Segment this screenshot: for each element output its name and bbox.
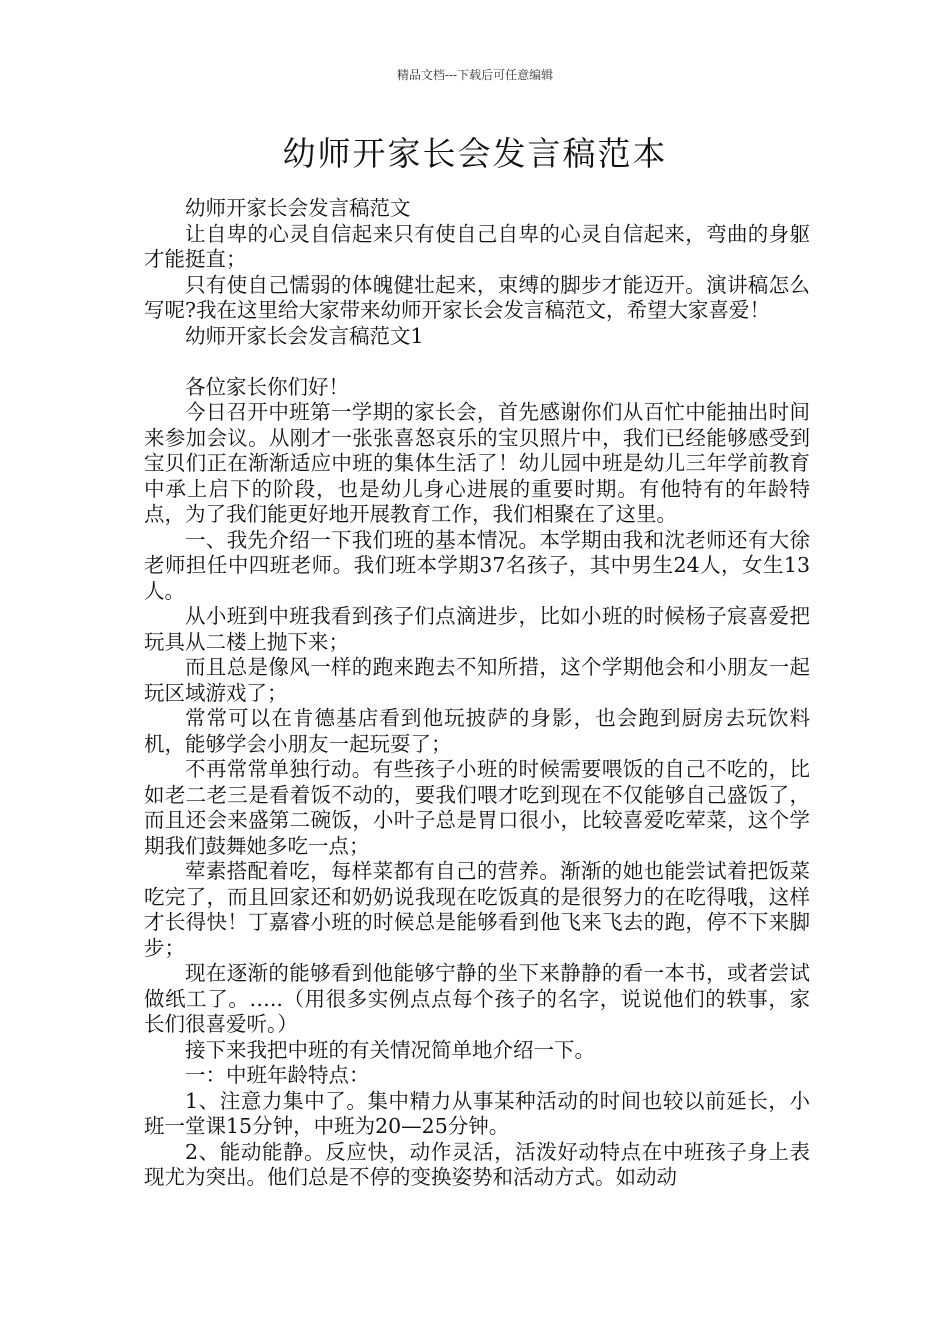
body-paragraph: 一：中班年龄特点：	[185, 1063, 370, 1087]
page-header-note: 精品文档---下载后可任意编辑	[396, 68, 554, 82]
body-paragraph: 而且总是像风一样的跑来跑去不知所措，这个学期他会和小朋友一起玩区域游戏了；	[144, 655, 810, 705]
body-paragraph: 今日召开中班第一学期的家长会，首先感谢你们从百忙中能抽出时间来参加会议。从刚才一张张喜怒哀乐的宝贝照片中，我们已经能够感受到宝贝们正在渐渐适应中班的集体生活了！幼儿园中班是幼儿三年学前教育中承上启下的阶段，也是幼儿身心进展的重要时期。有他特有的年龄特点，为了我们能更好地开展教育工作，我们相聚在了这里。	[144, 400, 810, 526]
body-paragraph: 从小班到中班我看到孩子们点滴进步，比如小班的时候杨子宸喜爱把玩具从二楼上抛下来；	[144, 604, 810, 654]
body-paragraph: 各位家长你们好！	[185, 374, 349, 399]
body-paragraph: 常常可以在肯德基店看到他玩披萨的身影，也会跑到厨房去玩饮料机，能够学会小朋友一起玩耍了；	[144, 706, 810, 756]
body-paragraph: 一、我先介绍一下我们班的基本情况。本学期由我和沈老师还有大徐老师担任中四班老师。我们班本学期37名孩子，其中男生24人，女生13 人。	[144, 527, 810, 603]
body-paragraph: 让自卑的心灵自信起来只有使自己自卑的心灵自信起来，弯曲的身躯才能挺直；	[144, 221, 810, 271]
body-paragraph: 荤素搭配着吃，每样菜都有自己的营养。渐渐的她也能尝试着把饭菜吃完了，而且回家还和奶奶说我现在吃饭真的是很努力的在吃得哦，这样才长得快！丁嘉睿小班的时候总是能够看到他飞来飞去的跑，停不下来脚步；	[144, 859, 810, 960]
body-paragraph: 不再常常单独行动。有些孩子小班的时候需要喂饭的自己不吃的，比如老二老三是看着饭不动的，要我们喂才吃到现在不仅能够自己盛饭了，而且还会来盛第二碗饭，小叶子总是胃口很小，比较喜爱吃荤菜，这个学期我们鼓舞她多吃一点；	[144, 757, 810, 858]
body-paragraph: 现在逐渐的能够看到他能够宁静的坐下来静静的看一本书，或者尝试做纸工了。…..（用很多实例点点每个孩子的名字，说说他们的轶事，家长们很喜爱听。）	[144, 961, 810, 1036]
blank-line	[144, 349, 810, 375]
body-paragraph: 接下来我把中班的有关情况简单地介绍一下。	[185, 1037, 595, 1062]
body-paragraph: 1、注意力集中了。集中精力从事某种活动的时间也较以前延长，小班一堂课15分钟，中班为20—25分钟。	[144, 1088, 810, 1138]
body-paragraph: 幼师开家长会发言稿范文	[185, 196, 411, 220]
body-paragraph: 只有使自己懦弱的体魄健壮起来，束缚的脚步才能迈开。演讲稿怎么写呢?我在这里给大家带来幼师开家长会发言稿范文，希望大家喜爱！	[144, 272, 810, 322]
document-title: 幼师开家长会发言稿范本	[282, 134, 668, 173]
document-body	[144, 196, 810, 1191]
body-paragraph: 幼师开家长会发言稿范文1	[185, 323, 424, 348]
body-paragraph: 2、能动能静。反应快，动作灵活，活泼好动特点在中班孩子身上表现尤为突出。他们总是不停的变换姿势和活动方式。如动动	[144, 1139, 810, 1189]
